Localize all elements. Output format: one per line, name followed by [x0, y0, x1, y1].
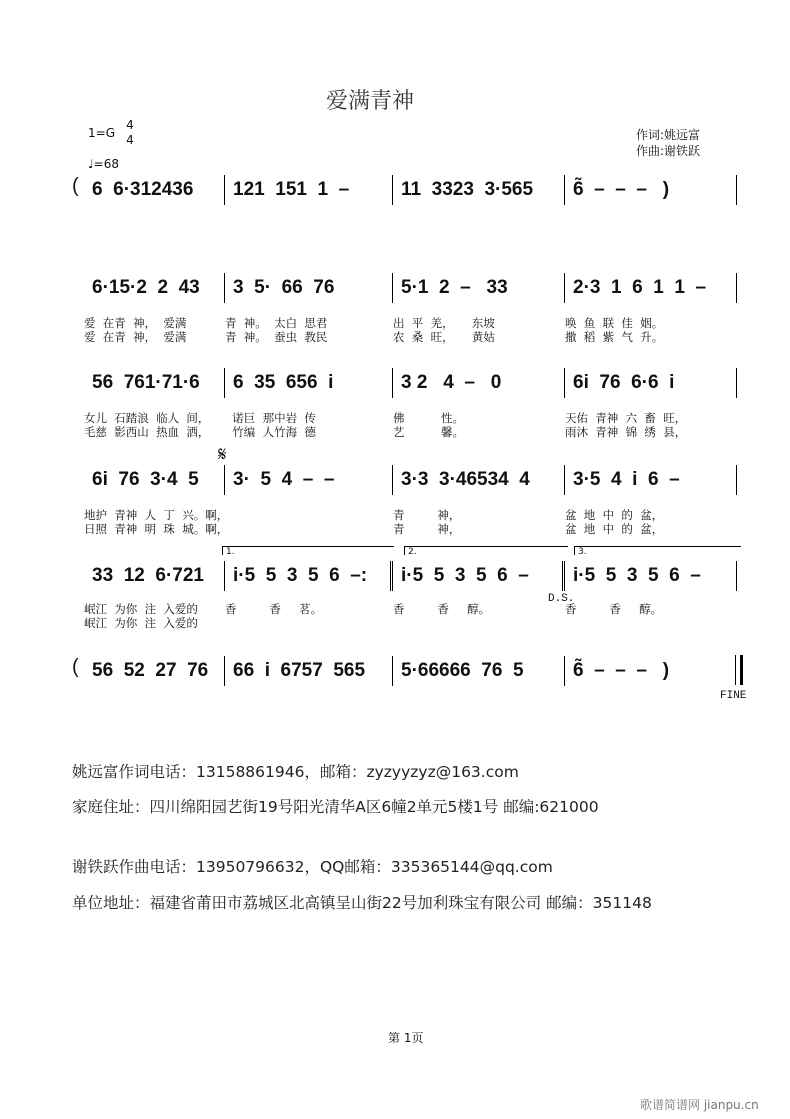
measure: 3 2 4 – 0 — [393, 368, 565, 398]
time-signature — [124, 118, 136, 148]
lyric-segment: 日照 青神 明 珠 城。啊， — [84, 522, 229, 536]
lyricist-credit: 作词:姚远富 — [636, 128, 701, 142]
lyric-segment: 地护 青神 人 丁 兴。啊， — [84, 508, 229, 522]
volta-2: 2. — [404, 546, 568, 555]
lyric-segment: 天佑 青神 六 畜 旺， — [565, 411, 687, 425]
lyric-line — [84, 411, 737, 425]
lyric-segment: 爱 在青 神， 爱满 — [84, 316, 187, 330]
lyric-segment: 香 香 茗。 — [225, 602, 323, 616]
song-title: 爱满青神 — [325, 89, 414, 114]
score-row — [72, 561, 737, 591]
lyric-segment: 唤 鱼 联 佳 姻。 — [565, 316, 664, 330]
lyric-segment: 盆 地 中 的 盆， — [565, 508, 664, 522]
score-row — [72, 175, 737, 205]
composer-contact: 谢铁跃作曲电话：13950796632，QQ邮箱：335365144@qq.com — [72, 858, 553, 876]
measure: 66 i 6757 565 — [225, 656, 393, 686]
measure: 6̃ – – – ) — [565, 175, 737, 205]
lyric-segment: 青 神。 太白 思君 — [225, 316, 328, 330]
measure: 6̃ – – – ) — [573, 660, 670, 681]
dal-segno-mark: D.S. — [548, 593, 575, 605]
lyricist-contact: 姚远富作词电话：13158861946，邮箱：zyzyyzyz@163.com — [72, 763, 519, 781]
composer-address: 单位地址：福建省莆田市荔城区北高镇呈山街22号加利珠宝有限公司 邮编：351148 — [72, 894, 652, 912]
lyric-line — [84, 602, 737, 616]
volta-1: 1. — [222, 546, 394, 555]
segno-sign: 𝄋 — [218, 445, 227, 468]
key-signature: 1=G — [88, 126, 115, 140]
measure: 6·15·2 2 43 — [84, 273, 225, 303]
lyric-segment — [225, 522, 393, 536]
measure: 56 761·71·6 — [84, 368, 225, 398]
measure: 2·3 1 6 1 1 – — [565, 273, 737, 303]
lyric-segment: 农 桑 旺， 黄姑 — [393, 330, 495, 344]
time-bottom: 4 — [126, 133, 134, 147]
lyric-segment: 佛 性。 — [393, 411, 465, 425]
lyric-line — [84, 425, 737, 439]
measure: 5·66666 76 5 — [393, 656, 565, 686]
lyric-line — [84, 616, 737, 630]
lyric-line — [84, 316, 737, 330]
lyricist-address: 家庭住址：四川绵阳园艺街19号阳光清华A区6幢2单元5楼1号 邮编:621000 — [72, 798, 599, 816]
lyric-segment: 岷江 为你 注 入爱的 — [84, 616, 198, 630]
lyric-segment — [565, 616, 737, 630]
score-row — [72, 656, 737, 686]
time-top: 4 — [126, 118, 134, 132]
lyric-segment: 雨沐 青神 锦 绣 县， — [565, 425, 687, 439]
score-row — [72, 465, 737, 495]
open-paren — [72, 368, 84, 398]
measure: 33 12 6·721 — [84, 561, 225, 591]
open-paren: ( — [72, 656, 79, 678]
lyric-segment: 艺 馨。 — [393, 425, 465, 439]
measure: i·5 5 3 5 6 – — [565, 561, 737, 591]
measure: 6 35 656 i — [225, 368, 393, 398]
measure: 3·3 3·46534 4 — [393, 465, 565, 495]
tempo-mark: ♩=68 — [88, 157, 119, 171]
lyric-segment: 撒 稻 紫 气 升。 — [565, 330, 664, 344]
lyric-segment — [225, 508, 393, 522]
lyric-segment: 诺巨 那中岩 传 — [225, 411, 316, 425]
lyric-segment: 青 神， — [393, 522, 461, 536]
composer-credit: 作曲:谢铁跃 — [636, 144, 701, 158]
lyric-segment: 盆 地 中 的 盆， — [565, 522, 664, 536]
measure: 3 5· 66 76 — [225, 273, 393, 303]
measure: 11 3323 3·565 — [393, 175, 565, 205]
measure: 5·1 2 – 33 — [393, 273, 565, 303]
measure: 6i 76 3·4 5 — [84, 465, 225, 495]
fine-mark: FINE — [720, 690, 747, 702]
lyric-segment — [393, 616, 565, 630]
lyric-segment: 出 平 羌， 东坡 — [393, 316, 495, 330]
lyric-segment: 毛慈 影西山 热血 洒， — [84, 425, 210, 439]
lyric-segment: 爱 在青 神， 爱满 — [84, 330, 187, 344]
measure: 6 6·312436 — [84, 175, 225, 205]
open-paren: ( — [72, 175, 79, 197]
final-barline — [735, 655, 743, 685]
watermark: 歌谱简谱网 jianpu.cn — [640, 1098, 759, 1112]
score-row — [72, 273, 737, 303]
page-number: 第 1页 — [388, 1031, 424, 1045]
measure: 6i 76 6·6 i — [565, 368, 737, 398]
measure: 3·5 4 i 6 – — [565, 465, 737, 495]
measure: 3· 5 4 – – — [225, 465, 393, 495]
volta-3: 3. — [574, 546, 741, 555]
lyric-segment: 青 神。 蚕虫 教民 — [225, 330, 328, 344]
lyric-segment: 竹编 人竹海 德 — [225, 425, 316, 439]
lyric-line — [84, 508, 737, 522]
lyric-segment: 青 神， — [393, 508, 461, 522]
lyric-line — [84, 522, 737, 536]
open-paren — [72, 561, 84, 591]
lyric-segment: 岷江 为你 注 入爱的 — [84, 602, 198, 616]
lyric-segment: 香 香 醇。 — [565, 602, 663, 616]
open-paren — [72, 273, 84, 303]
score-row — [72, 368, 737, 398]
measure: i·5 5 3 5 6 –: — [225, 561, 393, 591]
lyric-line — [84, 330, 737, 344]
lyric-segment: 女儿 石踏浪 临人 间， — [84, 411, 210, 425]
lyric-segment — [225, 616, 393, 630]
measure: i·5 5 3 5 6 – — [393, 561, 565, 591]
open-paren — [72, 465, 84, 495]
lyric-segment: 香 香 醇。 — [393, 602, 491, 616]
measure: 56 52 27 76 — [84, 656, 225, 686]
measure: 121 151 1 – — [225, 175, 393, 205]
